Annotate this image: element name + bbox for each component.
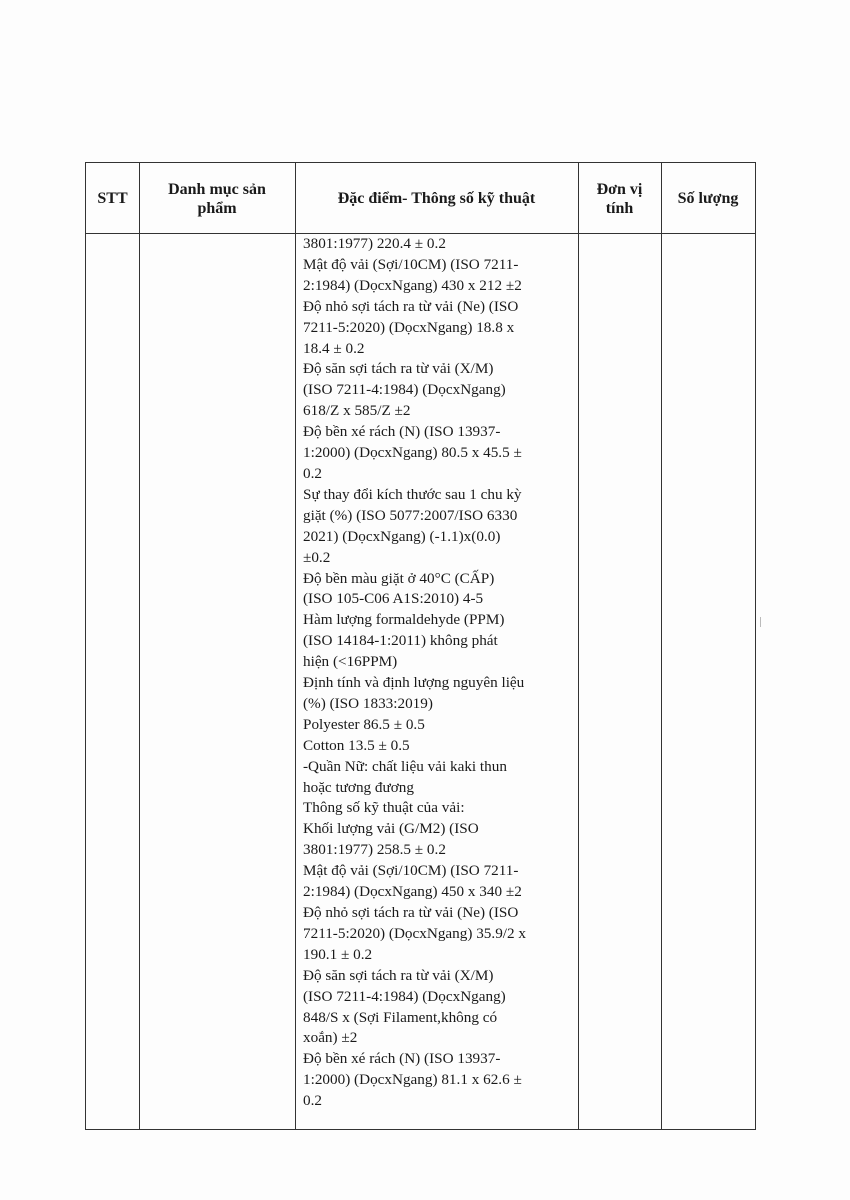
- spec-line: Định tính và định lượng nguyên liệu: [303, 674, 525, 692]
- specifications-cell: [303, 234, 574, 1112]
- spec-line: 7211-5:2020) (DọcxNgang) 35.9/2 x: [303, 924, 526, 942]
- header-stt: STT: [97, 190, 128, 207]
- spec-line: 848/S x (Sợi Filament,không có: [303, 1008, 498, 1026]
- spec-line: giặt (%) (ISO 5077:2007/ISO 6330: [303, 506, 518, 524]
- header-quantity: Số lượng: [677, 190, 739, 207]
- spec-line: Độ săn sợi tách ra từ vải (X/M): [303, 360, 494, 378]
- column-divider: [661, 163, 662, 1129]
- spec-line: Khối lượng vải (G/M2) (ISO: [303, 820, 479, 838]
- spec-line: -Quần Nữ: chất liệu vải kaki thun: [303, 757, 507, 775]
- spec-line: xoắn) ±2: [303, 1029, 358, 1047]
- spec-line: Độ nhỏ sợi tách ra từ vải (Ne) (ISO: [303, 297, 519, 315]
- spec-line: 18.4 ± 0.2: [303, 339, 365, 357]
- spec-line: Độ bền xé rách (N) (ISO 13937-: [303, 423, 501, 441]
- spec-line: Sự thay đổi kích thước sau 1 chu kỳ: [303, 485, 522, 503]
- spec-line: Thông số kỹ thuật của vải:: [303, 799, 465, 817]
- spec-line: Độ săn sợi tách ra từ vải (X/M): [303, 966, 494, 984]
- spec-line: 190.1 ± 0.2: [303, 945, 373, 963]
- scan-mark: [760, 617, 761, 627]
- spec-table: [85, 162, 756, 1130]
- spec-line: 2:1984) (DọcxNgang) 450 x 340 ±2: [303, 883, 522, 901]
- spec-line: 7211-5:2020) (DọcxNgang) 18.8 x: [303, 318, 515, 336]
- spec-line: Độ bền màu giặt ở 40°C (CẤP): [303, 569, 495, 587]
- spec-line: ±0.2: [303, 548, 331, 566]
- spec-line: (ISO 105-C06 A1S:2010) 4-5: [303, 590, 484, 608]
- spec-line: Mật độ vải (Sợi/10CM) (ISO 7211-: [303, 255, 519, 273]
- header-product-category: Danh mục sản phẩm: [168, 180, 266, 217]
- spec-line: Polyester 86.5 ± 0.5: [303, 715, 425, 733]
- spec-line: Cotton 13.5 ± 0.5: [303, 736, 410, 754]
- spec-line: Hàm lượng formaldehyde (PPM): [303, 611, 505, 629]
- header-specifications: Đặc điểm- Thông số kỹ thuật: [337, 190, 536, 207]
- spec-line: 2021) (DọcxNgang) (-1.1)x(0.0): [303, 527, 501, 545]
- column-divider: [295, 163, 296, 1129]
- header-unit: Đơn vị tính: [596, 180, 643, 217]
- spec-line: 2:1984) (DọcxNgang) 430 x 212 ±2: [303, 276, 522, 294]
- spec-line: Độ bền xé rách (N) (ISO 13937-: [303, 1050, 501, 1068]
- spec-line: 1:2000) (DọcxNgang) 80.5 x 45.5 ±: [303, 444, 522, 462]
- spec-line: 618/Z x 585/Z ±2: [303, 402, 411, 420]
- spec-line: Độ nhỏ sợi tách ra từ vải (Ne) (ISO: [303, 904, 519, 921]
- spec-line: (ISO 7211-4:1984) (DọcxNgang): [303, 987, 506, 1005]
- spec-line: (ISO 7211-4:1984) (DọcxNgang): [303, 381, 506, 399]
- spec-line: 3801:1977) 220.4 ± 0.2: [303, 235, 446, 252]
- column-divider: [578, 163, 579, 1129]
- spec-line: Mật độ vải (Sợi/10CM) (ISO 7211-: [303, 862, 519, 880]
- spec-line: hoặc tương đương: [303, 778, 414, 796]
- spec-line: 3801:1977) 258.5 ± 0.2: [303, 841, 446, 859]
- column-divider: [139, 163, 140, 1129]
- spec-line: (ISO 14184-1:2011) không phát: [303, 632, 498, 650]
- spec-line: 0.2: [303, 464, 322, 482]
- spec-line: (%) (ISO 1833:2019): [303, 694, 433, 712]
- spec-line: hiện (<16PPM): [303, 653, 398, 671]
- spec-line: 1:2000) (DọcxNgang) 81.1 x 62.6 ±: [303, 1071, 522, 1089]
- spec-line: 0.2: [303, 1092, 322, 1110]
